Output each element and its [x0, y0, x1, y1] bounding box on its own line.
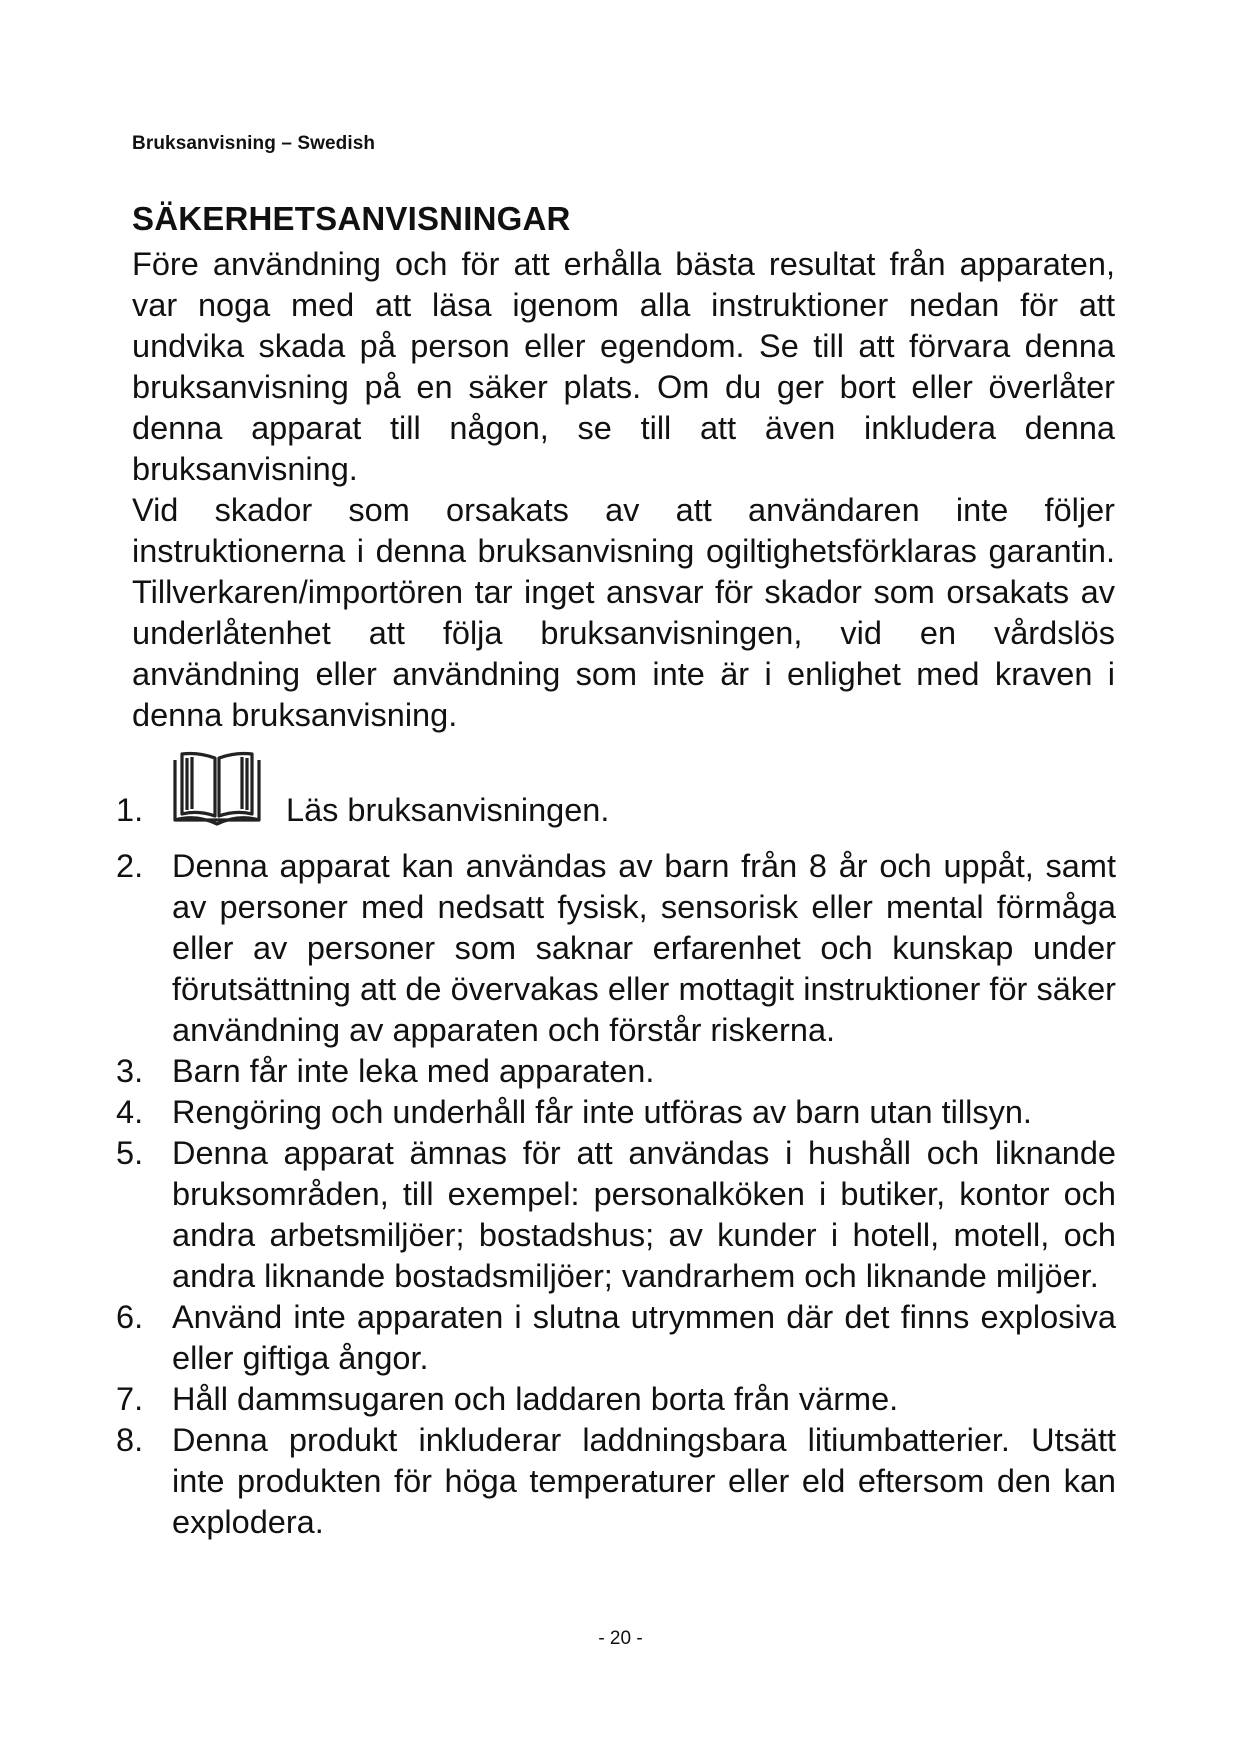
- intro-paragraph: Före användning och för att erhålla bästa resultat från apparaten, var noga med att läsa igenom alla instruktioner nedan för att undvika skada på person eller egendom. Se till att förvara denna bruksanvisning på en säker plats. Om du ger bort eller överlåter denna apparat till någon, se till att även inkludera denna bruksanvisning.: [132, 246, 1115, 487]
- warranty-paragraph: Vid skador som orsakats av att användaren inte följer instruktionerna i denna bruksanvisning ogiltighetsförklaras garantin. Tillverkaren/importören tar inget ansvar för skador som orsakats av underlåtenhet att följa bruksanvisningen, vid en vårdslös användning eller användning som inte är i enlighet med kraven i denna bruksanvisning.: [132, 492, 1115, 733]
- list-item: [116, 1051, 1116, 1092]
- list-item: [116, 1420, 1116, 1543]
- safety-instructions-list: [116, 750, 1116, 1543]
- section-title: SÄKERHETSANVISNINGAR: [132, 200, 571, 237]
- list-item-number: 4.: [116, 1094, 144, 1130]
- list-item-text: Läs bruksanvisningen.: [286, 792, 610, 828]
- list-item: [116, 1297, 1116, 1379]
- list-item-text: Denna apparat ämnas för att användas i hushåll och liknande bruksområden, till exempel: personalköken i butiker, kontor och andra arbetsmiljöer; bostadshus; av kunder i hotell, motell, och andra liknande bostadsmiljöer; vandrarhem och liknande miljöer.: [172, 1135, 1116, 1294]
- list-item-number: 2.: [116, 848, 144, 884]
- list-item-number: 5.: [116, 1135, 144, 1171]
- list-item-text: Denna apparat kan användas av barn från 8 år och uppåt, samt av personer med nedsatt fysisk, sensorisk eller mental förmåga eller av personer som saknar erfarenhet och kunskap under förutsättning att de övervakas eller mottagit instruktioner för säker användning av apparaten och förstår riskerna.: [172, 848, 1116, 1048]
- list-item-text: Barn får inte leka med apparaten.: [172, 1053, 655, 1089]
- list-item-text: Denna produkt inkluderar laddningsbara litiumbatterier. Utsätt inte produkten för höga temperaturer eller eld eftersom den kan explodera.: [172, 1422, 1116, 1540]
- running-header: Bruksanvisning – Swedish: [132, 133, 376, 154]
- list-item-number: 3.: [116, 1053, 144, 1089]
- page-number: - 20 -: [598, 1628, 643, 1649]
- list-item: [116, 1133, 1116, 1297]
- list-item-text: Använd inte apparaten i slutna utrymmen där det finns explosiva eller giftiga ångor.: [172, 1299, 1116, 1376]
- list-item-text: Håll dammsugaren och laddaren borta från värme.: [172, 1381, 899, 1417]
- list-item-number: 1.: [116, 792, 144, 828]
- list-item: [116, 1379, 1116, 1420]
- book-icon: [172, 750, 262, 828]
- list-item: [116, 750, 1116, 846]
- intro-text: [132, 244, 1115, 736]
- list-item-number: 8.: [116, 1422, 144, 1458]
- list-item: [116, 1092, 1116, 1133]
- list-item-text: Rengöring och underhåll får inte utföras av barn utan tillsyn.: [172, 1094, 1032, 1130]
- list-item: [116, 846, 1116, 1051]
- list-item-number: 6.: [116, 1299, 144, 1335]
- list-item-number: 7.: [116, 1381, 144, 1417]
